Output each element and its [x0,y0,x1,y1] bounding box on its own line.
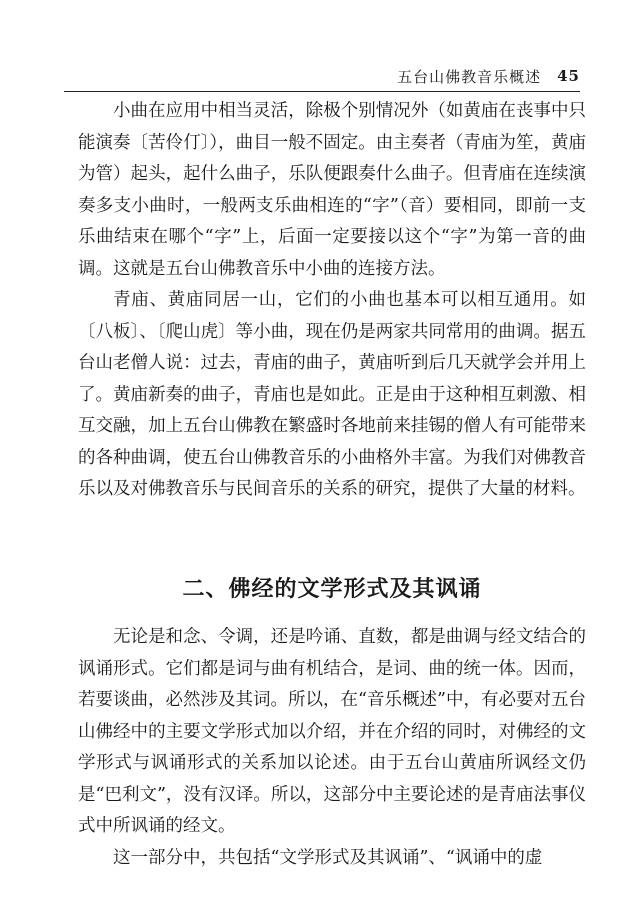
body-text-top [78,96,586,506]
running-header [64,64,580,88]
page-number: 45 [557,67,580,85]
section-heading: 二、佛经的文学形式及其讽诵 [182,577,482,602]
body-text-bottom [78,622,586,874]
paragraph: 青庙、黄庙同居一山，它们的小曲也基本可以相互通用。如〔八板〕、〔爬山虎〕等小曲，现在仍是两家共同常用的曲调。据五台山老僧人说：过去，青庙的曲子，黄庙听到后几天就学会并用上了。黄庙新奏的曲子，青庙也是如此。正是由于这种相互刺激、相互交融，加上五台山佛教在繁盛时各地前来挂锡的僧人有可能带来的各种曲调，使五台山佛教音乐的小曲格外丰富。为我们对佛教音乐以及对佛教音乐与民间音乐的关系的研究，提供了大量的材料。 [78,290,586,499]
paragraph: 无论是和念、令调，还是吟诵、直数，都是曲调与经文结合的讽诵形式。它们都是词与曲有机结合，是词、曲的统一体。因而，若要谈曲，必然涉及其词。所以，在“音乐概述”中，有必要对五台山佛经中的主要文学形式加以介绍，并在介绍的同时，对佛经的文学形式与讽诵形式的关系加以论述。由于五台山黄庙所讽经文仍是“巴利文”，没有汉译。所以，这部分中主要论述的是青庙法事仪式中所讽诵的经文。 [78,627,586,836]
header-rule [64,91,580,92]
paragraph: 这一部分中，共包括“文学形式及其讽诵”、“讽诵中的虚 [113,847,543,868]
running-title: 五台山佛教音乐概述 [397,67,542,86]
paragraph: 小曲在应用中相当灵活，除极个别情况外（如黄庙在丧事中只能演奏〔苦伶仃〕），曲目一般不固定。由主奏者（青庙为笙，黄庙为管）起头，起什么曲子，乐队便跟奏什么曲子。但青庙在连续演奏多支小曲时，一般两支乐曲相连的“字”（音）要相同，即前一支乐曲结束在哪个“字”上，后面一定要接以这个“字”为第一音的曲调。这就是五台山佛教音乐中小曲的连接方法。 [78,101,586,279]
